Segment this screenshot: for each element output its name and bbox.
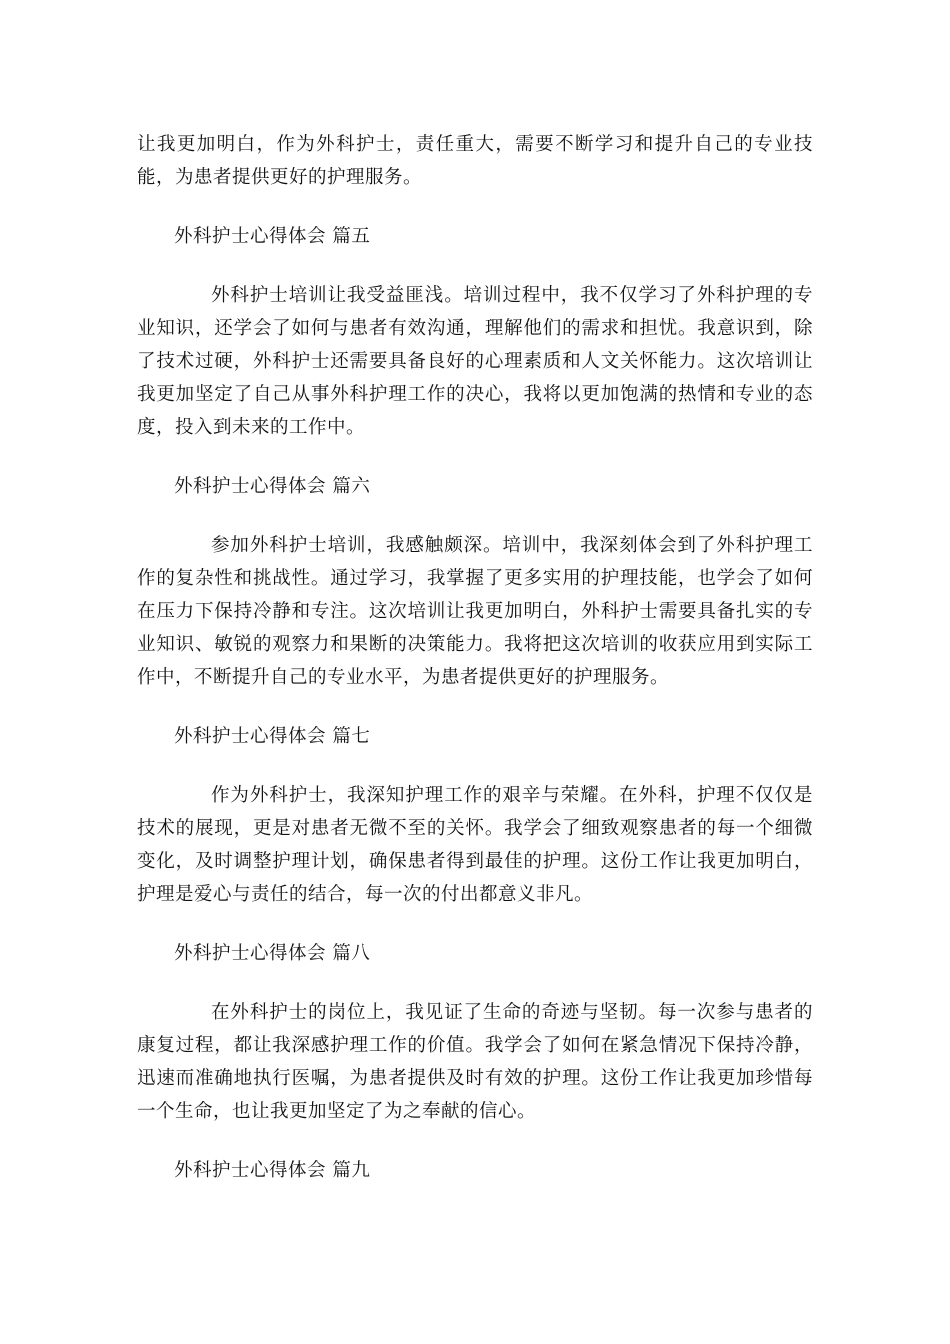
section-body-5: 外科护士培训让我受益匪浅。培训过程中，我不仅学习了外科护理的专业知识，还学会了如何与患者有效沟通，理解他们的需求和担忧。我意识到，除了技术过硬，外科护士还需要具备良好的心理素质和人文关怀能力。这次培训让我更加坚定了自己从事外科护理工作的决心，我将以更加饱满的热情和专业的态度，投入到未来的工作中。	[137, 285, 813, 438]
document-body	[137, 128, 813, 1187]
section-body-8: 在外科护士的岗位上，我见证了生命的奇迹与坚韧。每一次参与患者的康复过程，都让我深感护理工作的价值。我学会了如何在紧急情况下保持冷静，迅速而准确地执行医嘱，为患者提供及时有效的护理。这份工作让我更加珍惜每一个生命，也让我更加坚定了为之奉献的信心。	[137, 1002, 813, 1122]
section-body-6: 参加外科护士培训，我感触颇深。培训中，我深刻体会到了外科护理工作的复杂性和挑战性。通过学习，我掌握了更多实用的护理技能，也学会了如何在压力下保持冷静和专注。这次培训让我更加明白，外科护士需要具备扎实的专业知识、敏锐的观察力和果断的决策能力。我将把这次培训的收获应用到实际工作中，不断提升自己的专业水平，为患者提供更好的护理服务。	[137, 535, 813, 688]
section-heading-6: 外科护士心得体会 篇六	[174, 476, 371, 497]
section-heading-5: 外科护士心得体会 篇五	[174, 226, 371, 247]
intro-paragraph: 让我更加明白，作为外科护士，责任重大，需要不断学习和提升自己的专业技能，为患者提供更好的护理服务。	[137, 134, 813, 188]
section-heading-9: 外科护士心得体会 篇九	[174, 1160, 371, 1181]
section-body-7: 作为外科护士，我深知护理工作的艰辛与荣耀。在外科，护理不仅仅是技术的展现，更是对患者无微不至的关怀。我学会了细致观察患者的每一个细微变化，及时调整护理计划，确保患者得到最佳的护理。这份工作让我更加明白，护理是爱心与责任的结合，每一次的付出都意义非凡。	[137, 785, 813, 905]
section-heading-8: 外科护士心得体会 篇八	[174, 943, 371, 964]
section-heading-7: 外科护士心得体会 篇七	[174, 726, 371, 747]
